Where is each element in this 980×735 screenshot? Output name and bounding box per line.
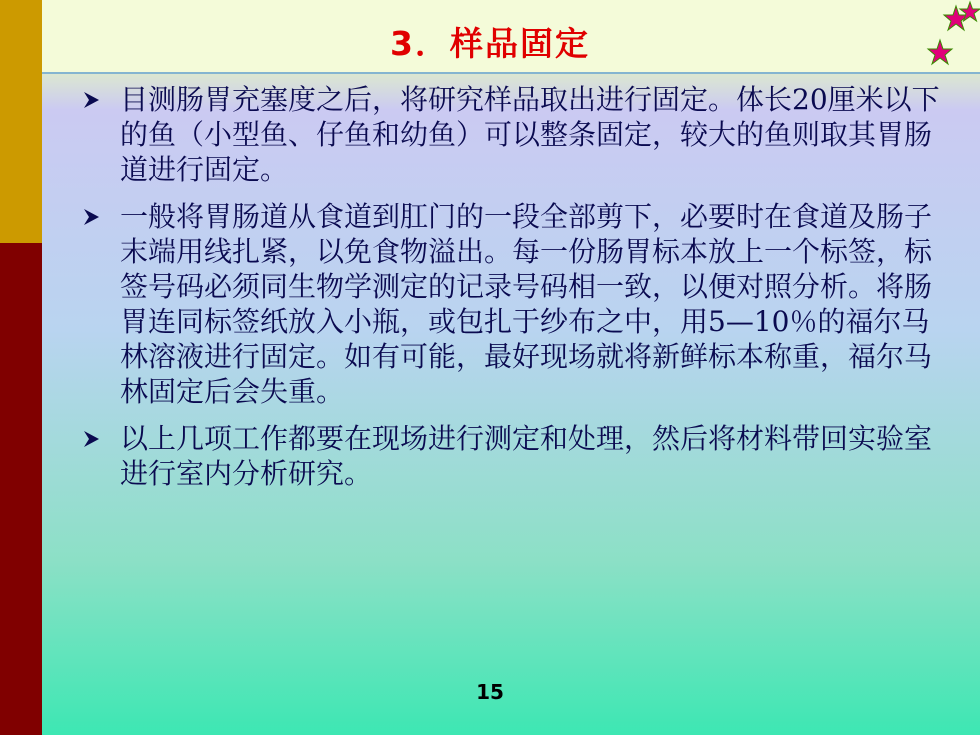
arrow-right-icon [82,208,100,226]
title-divider [42,72,980,74]
page-number: 15 [476,680,504,704]
bullet-list [82,82,942,503]
stars-icon [870,0,980,80]
bullet-text: 以上几项工作都要在现场进行测定和处理，然后将材料带回实验室进行室内分析研究。 [120,422,933,490]
list-item [82,82,942,187]
arrow-right-icon [82,430,100,448]
list-item [82,421,942,491]
arrow-right-icon [82,91,100,109]
list-item [82,199,942,409]
bullet-text: 目测肠胃充塞度之后，将研究样品取出进行固定。体长20厘米以下的鱼（小型鱼、仔鱼和幼鱼）可以整条固定，较大的鱼则取其胃肠道进行固定。 [120,83,940,186]
left-accent-bar-maroon [0,243,42,735]
slide-title: 3．样品固定 [390,24,590,63]
bullet-text: 一般将胃肠道从食道到肛门的一段全部剪下，必要时在食道及肠子末端用线扎紧，以免食物溢出。每一份肠胃标本放上一个标签，标签号码必须同生物学测定的记录号码相一致，以便对照分析。将肠胃连同标签纸放入小瓶，或包扎于纱布之中，用5—10％的福尔马林溶液进行固定。如有可能，最好现场就将新鲜标本称重，福尔马林固定后会失重。 [120,200,933,408]
